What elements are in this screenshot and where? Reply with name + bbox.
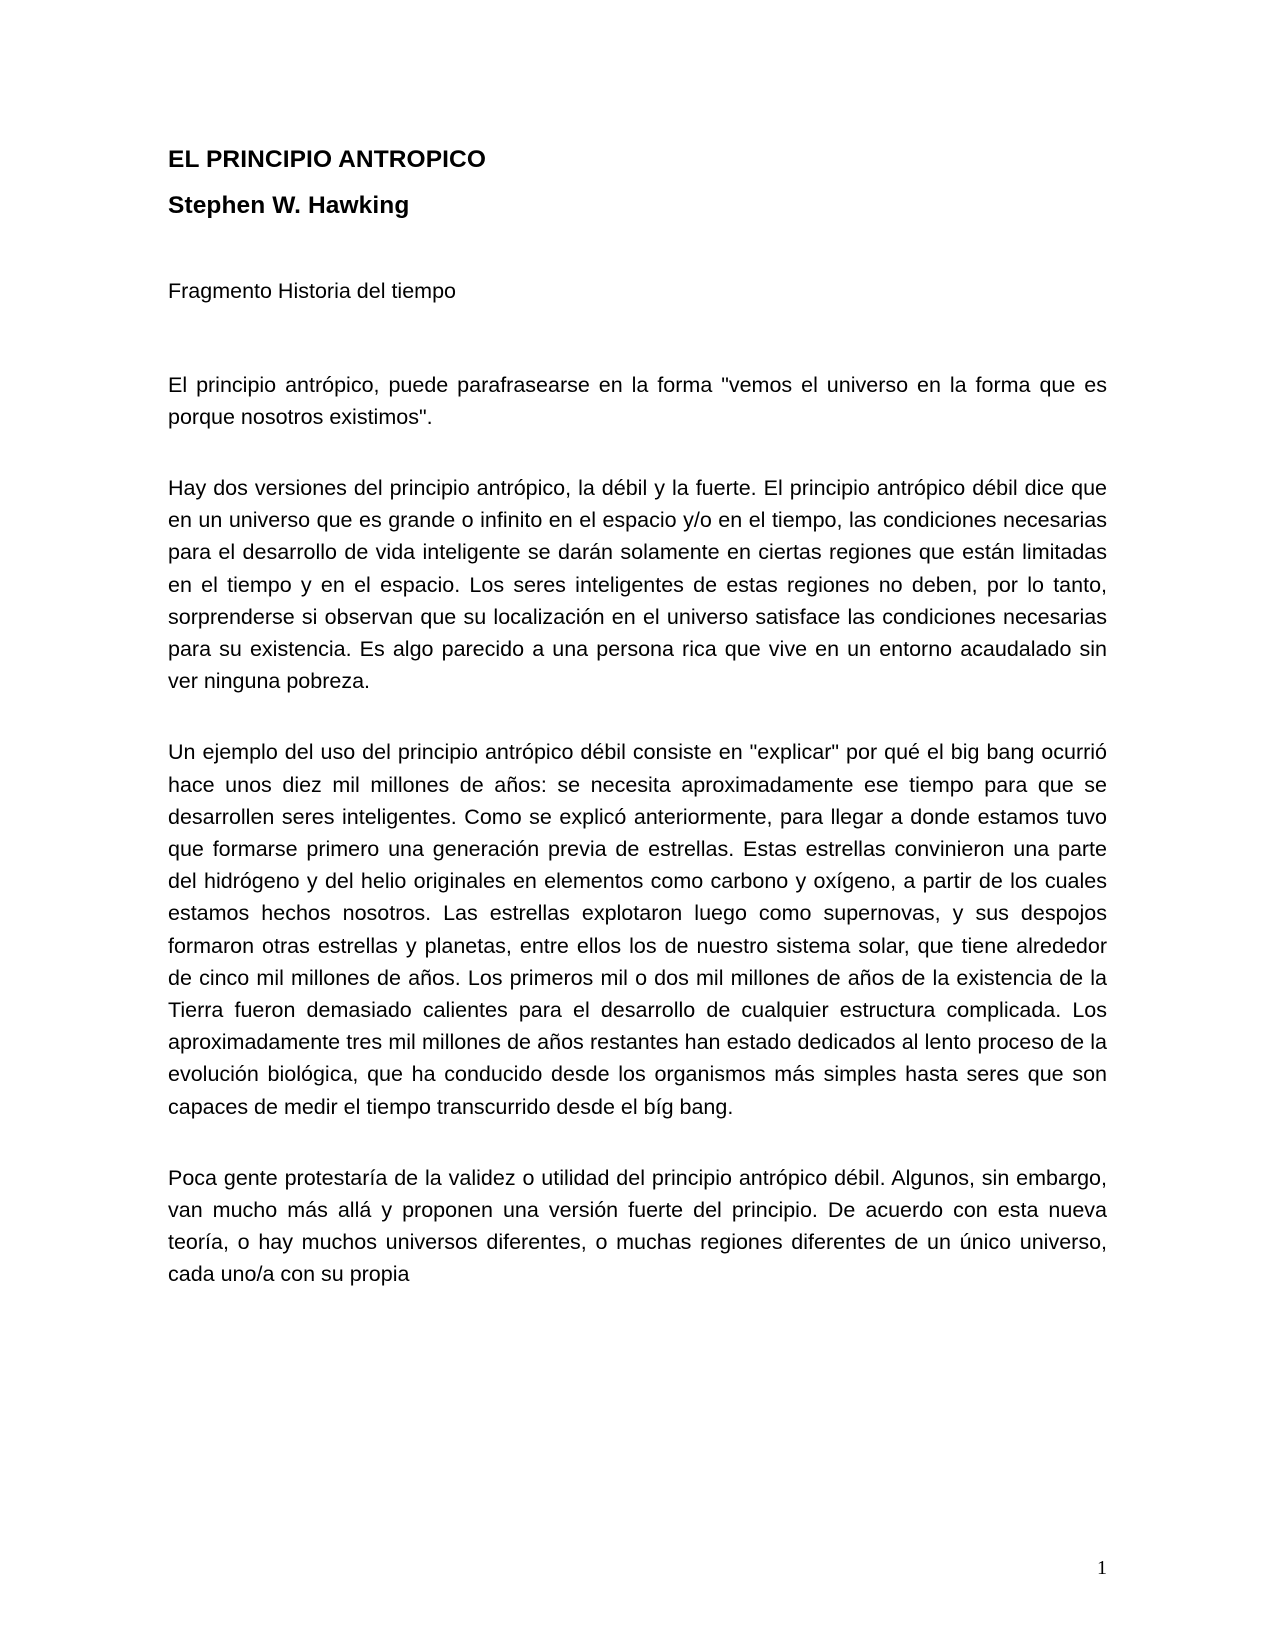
source-subtitle: Fragmento Historia del tiempo: [168, 279, 456, 303]
body-paragraph: Hay dos versiones del principio antrópico, la débil y la fuerte. El principio antrópico débil dice que en un universo que es grande o infinito en el espacio y/o en el tiempo, las condiciones necesarias para el desarrollo de vida inteligente se darán solamente en ciertas regiones que están limitadas en el tiempo y en el espacio. Los seres inteligentes de estas regiones no deben, por lo tanto, sorprenderse si observan que su localización en el universo satisface las condiciones necesarias para su existencia. Es algo parecido a una persona rica que vive en un entorno acaudalado sin ver ninguna pobreza.: [168, 475, 1107, 694]
body-paragraph: El principio antrópico, puede parafrasearse en la forma "vemos el universo en la forma que es porque nosotros existimos".: [168, 372, 1107, 429]
body-paragraph: Un ejemplo del uso del principio antrópico débil consiste en "explicar" por qué el big bang ocurrió hace unos diez mil millones de años: se necesita aproximadamente ese tiempo para que se desarrollen seres inteligentes. Como se explicó anteriormente, para llegar a donde estamos tuvo que formarse primero una generación previa de estrellas. Estas estrellas convinieron una parte del hidrógeno y del helio originales en elementos como carbono y oxígeno, a partir de los cuales estamos hechos nosotros. Las estrellas explotaron luego como supernovas, y sus despojos formaron otras estrellas y planetas, entre ellos los de nuestro sistema solar, que tiene alrededor de cinco mil millones de años. Los primeros mil o dos mil millones de años de la existencia de la Tierra fueron demasiado calientes para el desarrollo de cualquier estructura complicada. Los aproximadamente tres mil millones de años restantes han estado dedicados al lento proceso de la evolución biológica, que ha conducido desde los organismos más simples hasta seres que son capaces de medir el tiempo transcurrido desde el bíg bang.: [168, 740, 1107, 1119]
page-number: 1: [1097, 1557, 1107, 1579]
author-name: Stephen W. Hawking: [168, 191, 410, 219]
body-paragraph: Poca gente protestaría de la validez o utilidad del principio antrópico débil. Algunos, sin embargo, van mucho más allá y proponen una versión fuerte del principio. De acuerdo con esta nueva teoría, o hay muchos universos diferentes, o muchas regiones diferentes de un único universo, cada uno/a con su propia: [168, 1165, 1107, 1287]
page-title: EL PRINCIPIO ANTROPICO: [168, 146, 487, 173]
